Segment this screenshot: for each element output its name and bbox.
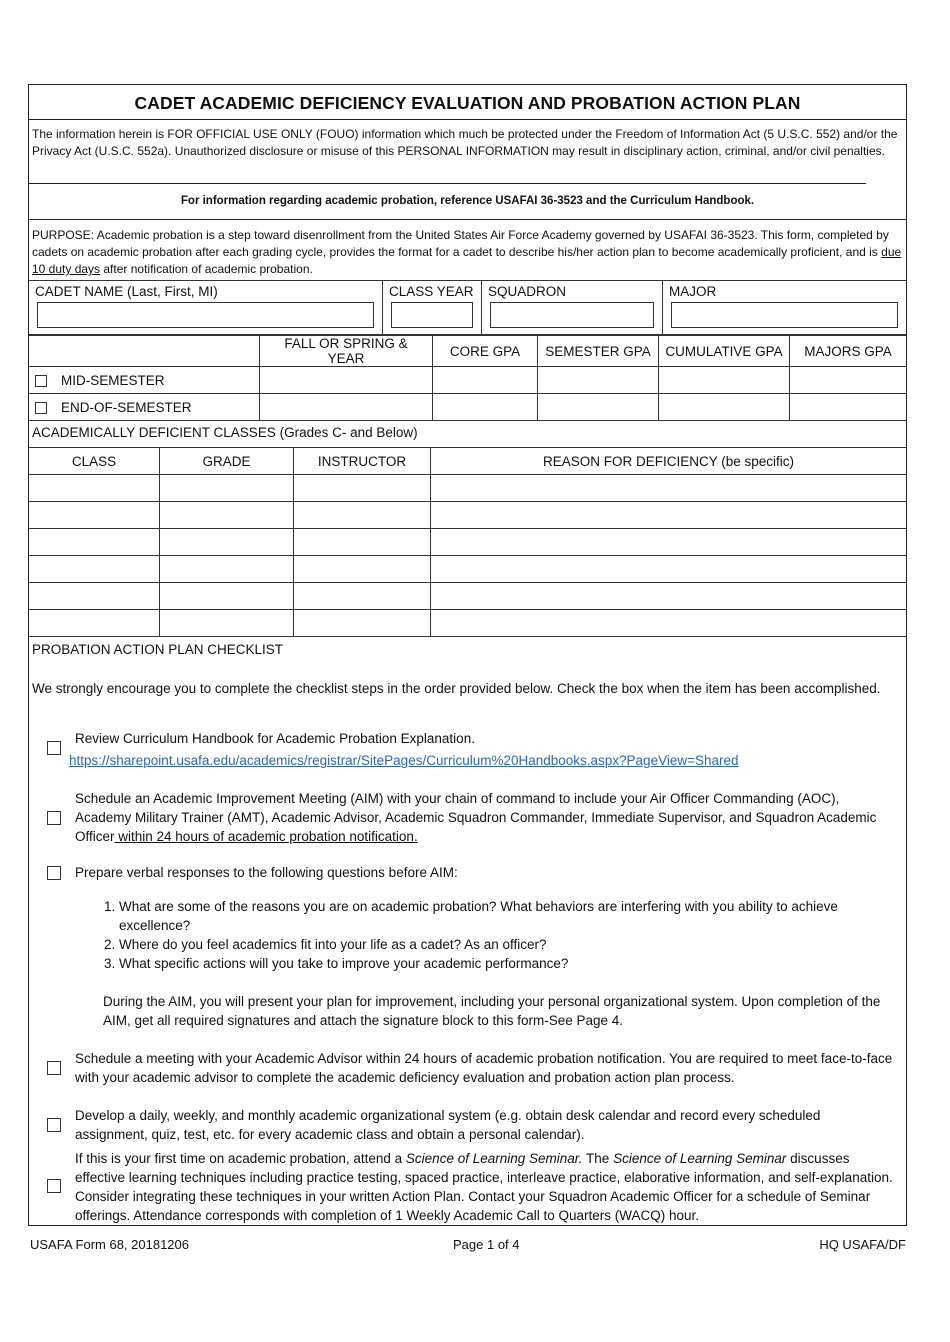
class-cell[interactable] bbox=[29, 583, 160, 610]
gpa-cell[interactable] bbox=[433, 367, 538, 394]
form-page bbox=[28, 84, 907, 1226]
cadet-name-label: CADET NAME (Last, First, MI) bbox=[35, 284, 218, 299]
checklist-item-verbal-responses bbox=[75, 863, 895, 1030]
instructor-cell[interactable] bbox=[294, 502, 431, 529]
seminar-text: The bbox=[582, 1151, 614, 1166]
reason-cell[interactable] bbox=[431, 610, 907, 637]
seminar-text: If this is your first time on academic probation, attend a bbox=[75, 1151, 406, 1166]
purpose-tail: after notification of academic probation. bbox=[100, 262, 313, 276]
deficient-header: REASON FOR DEFICIENCY (be specific) bbox=[431, 448, 907, 475]
checklist-item-text: Schedule a meeting with your Academic Advisor within 24 hours of academic probation notification. You are required to meet face-to-face with your academic advisor to complete the academic deficiency evaluation and probation action plan process. bbox=[75, 1051, 893, 1085]
grade-cell[interactable] bbox=[160, 583, 294, 610]
fouo-notice: The information herein is FOR OFFICIAL USE ONLY (FOUO) information which much be protected under the Freedom of Information Act (5 U.S.C. 552) and/or the Privacy Act (U.S.C. 552a). Unauthorized disclosure or misuse of this PERSONAL INFORMATION may result in disciplinary action, criminal, and/or civil penalties. bbox=[32, 127, 898, 158]
purpose-body: PURPOSE: Academic probation is a step toward disenrollment from the United States Air Force Academy governed by USAFAI 36-3523. This form, completed by cadets on academic probation after each grading cycle, provides the format for a cadet to describe his/her action plan to become academically proficient, and is bbox=[32, 228, 889, 259]
gpa-cell[interactable] bbox=[260, 367, 433, 394]
checklist-intro: We strongly encourage you to complete the checklist steps in the order provided below. Check the box when the item has been accomplished. bbox=[32, 681, 881, 696]
divider bbox=[29, 183, 866, 184]
instructor-cell[interactable] bbox=[294, 556, 431, 583]
checklist-item-text: Review Curriculum Handbook for Academic Probation Explanation. bbox=[75, 731, 475, 746]
curriculum-handbook-link[interactable]: https://sharepoint.usafa.edu/academics/registrar/SitePages/Curriculum%20Handbooks.aspx?PageView=Shared bbox=[69, 753, 739, 768]
form-title: CADET ACADEMIC DEFICIENCY EVALUATION AND PROBATION ACTION PLAN bbox=[134, 93, 801, 113]
aim-deadline: within 24 hours of academic probation notification. bbox=[114, 829, 418, 844]
aim-questions-list bbox=[75, 897, 895, 973]
checklist-item-schedule-aim bbox=[75, 789, 895, 846]
instructor-cell[interactable] bbox=[294, 475, 431, 502]
major-label: MAJOR bbox=[669, 284, 717, 299]
list-item: 1. What are some of the reasons you are on academic probation? What behaviors are interfering with you ability to achieve excellence? bbox=[119, 897, 895, 935]
table-row bbox=[29, 556, 906, 583]
gpa-cell[interactable] bbox=[538, 367, 659, 394]
gpa-cell[interactable] bbox=[659, 367, 790, 394]
checklist-item-text: Develop a daily, weekly, and monthly academic organizational system (e.g. obtain desk calendar and record every scheduled assignment, quiz, test, etc. for every academic class and obtain a personal calendar). bbox=[75, 1108, 821, 1142]
gpa-header bbox=[29, 336, 260, 367]
checklist-checkbox[interactable] bbox=[47, 866, 61, 880]
gpa-cell[interactable] bbox=[433, 394, 538, 421]
grade-cell[interactable] bbox=[160, 529, 294, 556]
checklist-checkbox[interactable] bbox=[47, 1118, 61, 1132]
gpa-header: CUMULATIVE GPA bbox=[659, 336, 790, 367]
class-cell[interactable] bbox=[29, 529, 160, 556]
class-year-cell bbox=[383, 281, 482, 335]
reason-cell[interactable] bbox=[431, 502, 907, 529]
instructor-cell[interactable] bbox=[294, 610, 431, 637]
class-year-label: CLASS YEAR bbox=[389, 284, 474, 299]
instructor-cell[interactable] bbox=[294, 583, 431, 610]
list-item: 3. What specific actions will you take to improve your academic performance? bbox=[119, 954, 895, 973]
gpa-header: MAJORS GPA bbox=[790, 336, 907, 367]
seminar-title: Science of Learning Seminar. bbox=[405, 1151, 583, 1166]
checklist-item-review-handbook bbox=[69, 729, 895, 770]
list-item: 2. Where do you feel academics fit into your life as a cadet? As an officer? bbox=[119, 935, 895, 954]
instructor-cell[interactable] bbox=[294, 529, 431, 556]
aim-text: Schedule an Academic Improvement Meeting (AIM) with your chain of command to include your Air Officer Commanding (AOC), Academy Military Trainer (AMT), Academic Advisor, Academic Squadron Commander, Immediate Supervisor, and Squadron Academic Officer bbox=[75, 791, 877, 844]
reason-cell[interactable] bbox=[431, 475, 907, 502]
divider bbox=[29, 119, 906, 120]
end-of-semester-cell bbox=[29, 394, 260, 421]
purpose-deadline: due 10 duty days bbox=[32, 245, 902, 276]
gpa-cell[interactable] bbox=[260, 394, 433, 421]
checklist-title: PROBATION ACTION PLAN CHECKLIST bbox=[32, 642, 284, 657]
squadron-field[interactable] bbox=[490, 302, 654, 328]
grade-cell[interactable] bbox=[160, 475, 294, 502]
gpa-row-end-of-semester bbox=[29, 394, 906, 421]
office-code: HQ USAFA/DF bbox=[819, 1237, 906, 1252]
squadron-label: SQUADRON bbox=[488, 284, 567, 299]
gpa-cell[interactable] bbox=[790, 367, 907, 394]
gpa-table bbox=[29, 335, 906, 421]
checklist-checkbox[interactable] bbox=[47, 1179, 61, 1193]
class-cell[interactable] bbox=[29, 610, 160, 637]
deficient-classes-table bbox=[29, 447, 906, 637]
gpa-cell[interactable] bbox=[659, 394, 790, 421]
checklist-item-text: Prepare verbal responses to the following questions before AIM: bbox=[75, 865, 458, 880]
gpa-row-mid-semester bbox=[29, 367, 906, 394]
deficient-header: INSTRUCTOR bbox=[294, 448, 431, 475]
purpose-text bbox=[32, 227, 904, 278]
major-cell bbox=[663, 281, 907, 335]
reason-cell[interactable] bbox=[431, 529, 907, 556]
grade-cell[interactable] bbox=[160, 502, 294, 529]
class-cell[interactable] bbox=[29, 475, 160, 502]
seminar-text: discusses effective learning techniques including practice testing, spaced practice, interleave practice, elaborative information, and self-explanation. Consider integrating these techniques in your written Action Plan. Contact your Squadron Academic Officer for a schedule of Seminar offerings. Attendance corresponds with completion of 1 Weekly Academic Call to Quarters (WACQ) hour. bbox=[75, 1151, 893, 1223]
table-row bbox=[29, 529, 906, 556]
seminar-title: Science of Learning Seminar bbox=[613, 1151, 787, 1166]
mid-semester-label: MID-SEMESTER bbox=[61, 372, 165, 388]
table-row bbox=[29, 502, 906, 529]
end-of-semester-label: END-OF-SEMESTER bbox=[61, 399, 192, 415]
gpa-header: SEMESTER GPA bbox=[538, 336, 659, 367]
checklist-checkbox[interactable] bbox=[47, 811, 61, 825]
reason-cell[interactable] bbox=[431, 556, 907, 583]
deficient-header-row bbox=[29, 448, 906, 475]
table-row bbox=[29, 475, 906, 502]
gpa-cell[interactable] bbox=[790, 394, 907, 421]
gpa-header: FALL OR SPRING & YEAR bbox=[260, 336, 433, 367]
grade-cell[interactable] bbox=[160, 556, 294, 583]
class-cell[interactable] bbox=[29, 556, 160, 583]
gpa-header: CORE GPA bbox=[433, 336, 538, 367]
page-number: Page 1 of 4 bbox=[453, 1237, 520, 1252]
mid-semester-checkbox[interactable] bbox=[35, 375, 47, 387]
gpa-header-row bbox=[29, 336, 906, 367]
gpa-cell[interactable] bbox=[538, 394, 659, 421]
class-cell[interactable] bbox=[29, 502, 160, 529]
checklist-item-organizational-system bbox=[75, 1106, 895, 1144]
deficient-header: CLASS bbox=[29, 448, 160, 475]
deficient-section-label: ACADEMICALLY DEFICIENT CLASSES (Grades C- and Below) bbox=[32, 425, 418, 440]
grade-cell[interactable] bbox=[160, 610, 294, 637]
checklist-checkbox[interactable] bbox=[47, 741, 61, 755]
deficient-header: GRADE bbox=[160, 448, 294, 475]
checklist-checkbox[interactable] bbox=[47, 1061, 61, 1075]
cadet-name-cell bbox=[29, 281, 383, 335]
end-of-semester-checkbox[interactable] bbox=[35, 402, 47, 414]
handbook-link-row bbox=[69, 751, 895, 770]
aim-note: During the AIM, you will present your plan for improvement, including your personal organizational system. Upon completion of the AIM, get all required signatures and attach the signature block to this form-See Page 4. bbox=[103, 994, 881, 1028]
table-row bbox=[29, 610, 906, 637]
squadron-cell bbox=[482, 281, 663, 335]
major-field[interactable] bbox=[671, 302, 898, 328]
mid-semester-cell bbox=[29, 367, 260, 394]
form-id: USAFA Form 68, 20181206 bbox=[30, 1237, 189, 1252]
reason-cell[interactable] bbox=[431, 583, 907, 610]
divider bbox=[29, 219, 906, 220]
checklist-item-advisor-meeting bbox=[75, 1049, 895, 1087]
cadet-info-table bbox=[29, 280, 906, 335]
reference-note: For information regarding academic probation, reference USAFAI 36-3523 and the Curriculum Handbook. bbox=[180, 195, 755, 207]
checklist-item-learning-seminar bbox=[75, 1149, 895, 1225]
cadet-name-field[interactable] bbox=[37, 302, 374, 328]
table-row bbox=[29, 583, 906, 610]
class-year-field[interactable] bbox=[391, 302, 473, 328]
checklist-item-text bbox=[75, 1149, 895, 1225]
checklist-item-text bbox=[75, 789, 895, 846]
